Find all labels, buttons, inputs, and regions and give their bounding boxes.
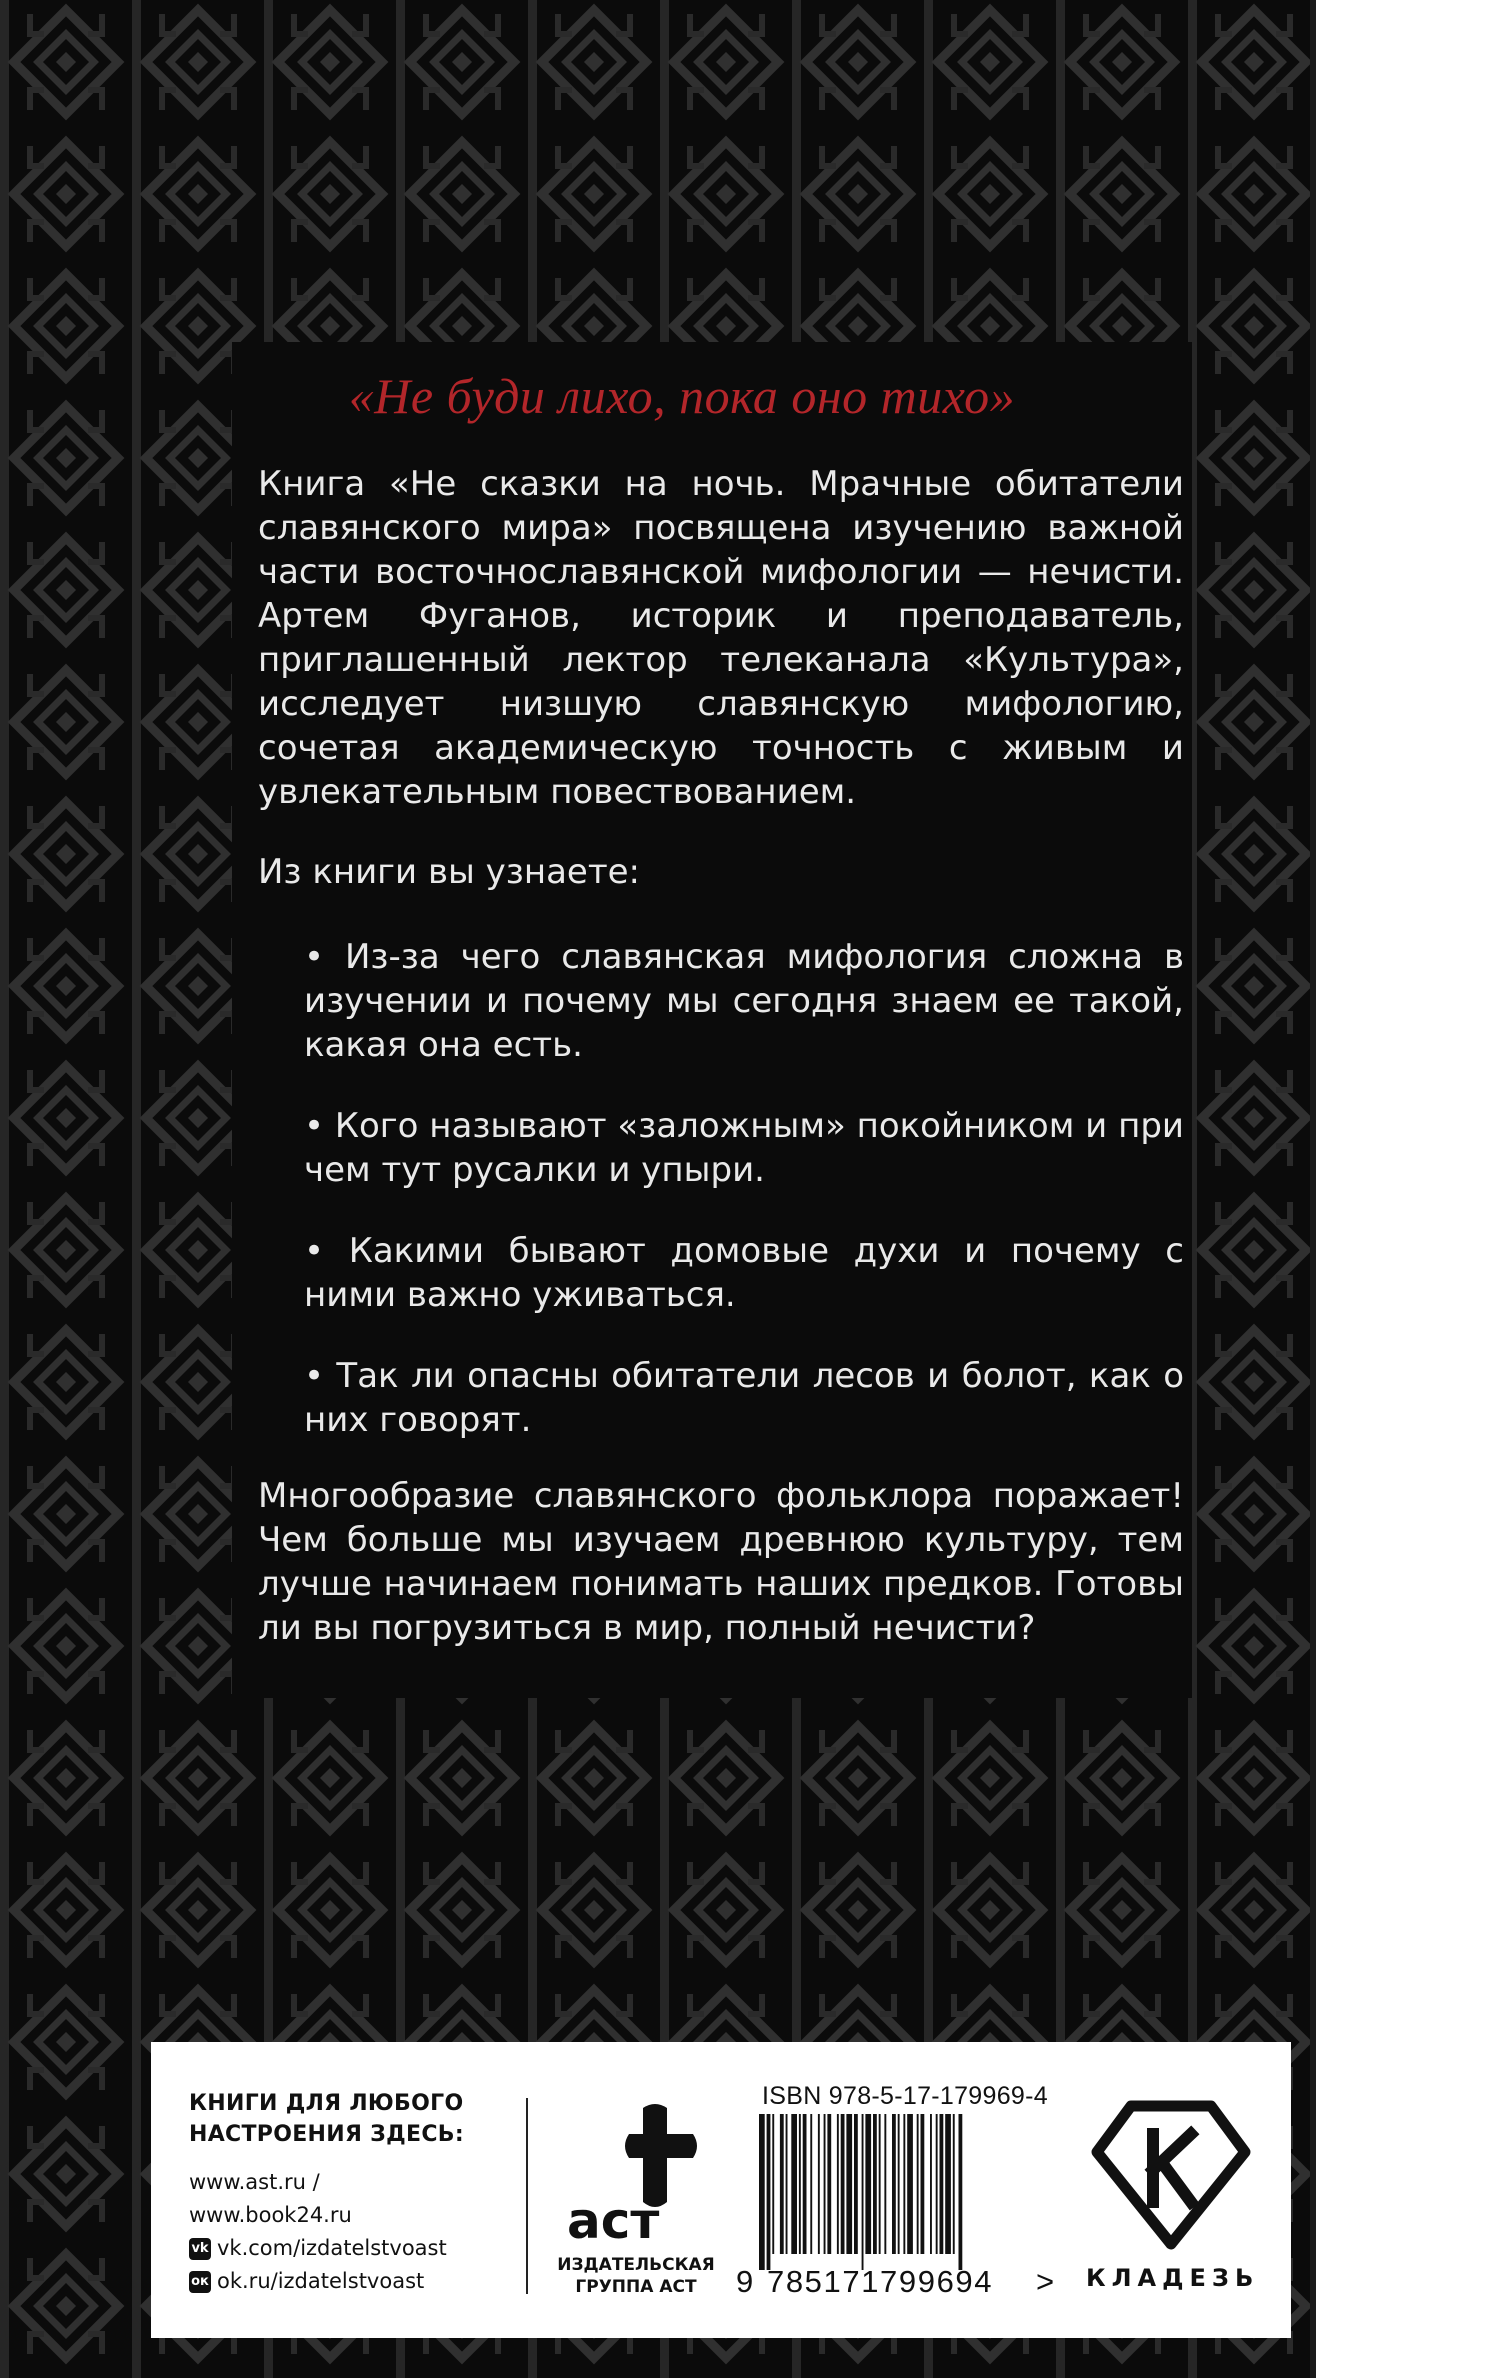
cover-quote: «Не буди лихо, пока оно тихо» — [348, 368, 1016, 424]
barcode-first-digit: 9 — [736, 2264, 754, 2299]
closing-paragraph: Многообразие славянского фольклора поражает! Чем больше мы изучаем древнюю культуру, тем лучше начинаем понимать наших предков. Готовы ли вы погрузиться в мир, полный нечисти? — [258, 1476, 1184, 1648]
contacts — [189, 2088, 489, 2298]
ok-address: ok.ru/izdatelstvoast — [217, 2269, 425, 2293]
divider — [526, 2098, 528, 2294]
ok-icon: ок — [189, 2271, 211, 2293]
list-item: • Так ли опасны обитатели лесов и болот, как о них говорят. — [304, 1356, 1184, 1440]
imprint-name: КЛАДЕЗЬ — [1086, 2264, 1260, 2292]
ast-logo-text: аст — [567, 2192, 660, 2250]
list-item: • Какими бывают домовые духи и почему с ними важно уживаться. — [304, 1231, 1184, 1315]
spine-edge — [1310, 0, 1316, 2378]
websites-link[interactable]: www.ast.ru / www.book24.ru — [189, 2170, 352, 2227]
vk-link[interactable] — [189, 2232, 489, 2265]
isbn-text: ISBN 978-5-17-179969-4 — [762, 2082, 1048, 2110]
vk-icon: vk — [189, 2238, 211, 2260]
description-paragraph: Книга «Не сказки на ночь. Мрачные обитатели славянского мира» посвящена изучению важной части восточнославянской мифологии — нечисти. Артем Фуганов, историк и преподаватель, приглашенный лектор телеканала «Культура», исследует низшую славянскую мифологию, сочетая академическую точность с живым и увлекательным повествованием. — [258, 464, 1184, 812]
ast-caption-line-2: ГРУППА АСТ — [575, 2277, 697, 2297]
ast-caption-line-1: ИЗДАТЕЛЬСКАЯ — [557, 2255, 715, 2275]
ok-link[interactable] — [189, 2265, 489, 2298]
list-item: • Кого называют «заложным» покойником и при чем тут русалки и упыри. — [304, 1106, 1184, 1190]
barcode-digits: 785171799694 — [767, 2264, 994, 2299]
kladez-diamond-logo-icon — [1091, 2094, 1251, 2254]
list-item: • Из-за чего славянская мифология сложна в изучении и почему мы сегодня знаем ее такой, какая она есть. — [304, 937, 1184, 1065]
learn-list — [304, 935, 1184, 1479]
tagline: КНИГИ ДЛЯ ЛЮБОГО НАСТРОЕНИЯ ЗДЕСЬ: — [189, 2091, 464, 2147]
ast-caption — [546, 2254, 726, 2298]
publisher-info-box — [151, 2042, 1291, 2338]
barcode-arrow: > — [1036, 2264, 1055, 2299]
vk-address: vk.com/izdatelstvoast — [217, 2236, 447, 2260]
barcode-icon — [755, 2114, 1033, 2270]
learn-intro: Из книги вы узнаете: — [258, 852, 641, 892]
